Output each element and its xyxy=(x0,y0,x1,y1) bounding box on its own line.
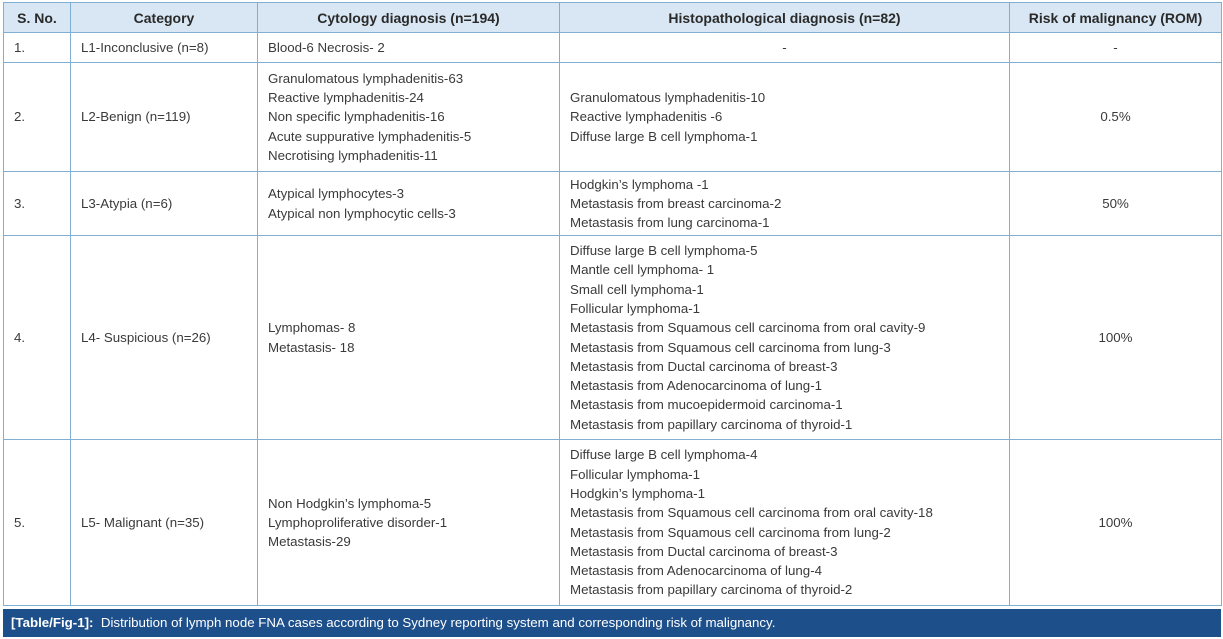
cell-cytology xyxy=(258,236,560,440)
cell-histopathology xyxy=(560,63,1010,172)
cell-rom: 100% xyxy=(1010,236,1222,440)
cell-category: L2-Benign (n=119) xyxy=(71,63,258,172)
histopathology-line: Diffuse large B cell lymphoma-1 xyxy=(570,128,758,144)
histopathology-line: Metastasis from Squamous cell carcinoma from lung-3 xyxy=(570,339,891,355)
histopathology-line: Metastasis from papillary carcinoma of thyroid-1 xyxy=(570,416,853,432)
cytology-line: Atypical lymphocytes-3 xyxy=(268,186,404,202)
cytology-line: Non Hodgkin’s lymphoma-5 xyxy=(268,495,432,511)
header-rom: Risk of malignancy (ROM) xyxy=(1010,3,1222,33)
header-category: Category xyxy=(71,3,258,33)
data-table xyxy=(3,2,1222,606)
histopathology-line: Hodgkin’s lymphoma -1 xyxy=(570,176,709,192)
histopathology-line: Mantle cell lymphoma- 1 xyxy=(570,262,715,278)
histopathology-line: Metastasis from breast carcinoma-2 xyxy=(570,195,782,211)
histopathology-line: Metastasis from Squamous cell carcinoma from lung-2 xyxy=(570,524,891,540)
histopathology-line: Metastasis from Squamous cell carcinoma from oral cavity-18 xyxy=(570,505,933,521)
histopathology-line: Metastasis from lung carcinoma-1 xyxy=(570,215,770,231)
cytology-line: Granulomatous lymphadenitis-63 xyxy=(268,70,464,86)
cytology-line: Non specific lymphadenitis-16 xyxy=(268,109,445,125)
header-row xyxy=(4,3,1222,33)
cytology-line: Metastasis-29 xyxy=(268,534,351,550)
cytology-line: Acute suppurative lymphadenitis-5 xyxy=(268,128,472,144)
table-row xyxy=(4,63,1222,172)
cell-cytology xyxy=(258,440,560,606)
cell-cytology xyxy=(258,172,560,236)
histopathology-line: Metastasis from Adenocarcinoma of lung-1 xyxy=(570,378,823,394)
cytology-line: Necrotising lymphadenitis-11 xyxy=(268,147,438,163)
cell-rom: 100% xyxy=(1010,440,1222,606)
cell-sno: 3. xyxy=(4,172,71,236)
histopathology-line: Metastasis from Squamous cell carcinoma from oral cavity-9 xyxy=(570,320,926,336)
cytology-line: Metastasis- 18 xyxy=(268,339,355,355)
histopathology-line: Metastasis from papillary carcinoma of thyroid-2 xyxy=(570,582,853,598)
cell-histopathology xyxy=(560,440,1010,606)
cytology-line: Blood-6 Necrosis- 2 xyxy=(268,39,385,55)
table-row xyxy=(4,33,1222,63)
header-histopathology: Histopathological diagnosis (n=82) xyxy=(560,3,1010,33)
histopathology-line: Diffuse large B cell lymphoma-4 xyxy=(570,447,758,463)
histopathology-line: Metastasis from Ductal carcinoma of breast-3 xyxy=(570,543,838,559)
histopathology-line: Hodgkin’s lymphoma-1 xyxy=(570,485,706,501)
cell-histopathology xyxy=(560,33,1010,63)
histopathology-line: - xyxy=(782,39,787,55)
cell-sno: 2. xyxy=(4,63,71,172)
cell-category: L1-Inconclusive (n=8) xyxy=(71,33,258,63)
cell-sno: 5. xyxy=(4,440,71,606)
cell-rom: - xyxy=(1010,33,1222,63)
caption-label: [Table/Fig-1]: xyxy=(11,615,94,630)
table-row xyxy=(4,440,1222,606)
cell-histopathology xyxy=(560,172,1010,236)
cell-category: L4- Suspicious (n=26) xyxy=(71,236,258,440)
cytology-line: Reactive lymphadenitis-24 xyxy=(268,90,424,106)
cell-rom: 0.5% xyxy=(1010,63,1222,172)
histopathology-line: Granulomatous lymphadenitis-10 xyxy=(570,90,766,106)
histopathology-line: Small cell lymphoma-1 xyxy=(570,281,704,297)
histopathology-line: Diffuse large B cell lymphoma-5 xyxy=(570,243,758,259)
cell-rom: 50% xyxy=(1010,172,1222,236)
histopathology-line: Metastasis from Adenocarcinoma of lung-4 xyxy=(570,563,823,579)
header-sno: S. No. xyxy=(4,3,71,33)
cytology-line: Lymphomas- 8 xyxy=(268,320,356,336)
table-caption xyxy=(3,609,1221,637)
cell-sno: 4. xyxy=(4,236,71,440)
cell-sno: 1. xyxy=(4,33,71,63)
histopathology-line: Reactive lymphadenitis -6 xyxy=(570,109,723,125)
cytology-line: Lymphoproliferative disorder-1 xyxy=(268,514,448,530)
histopathology-line: Follicular lymphoma-1 xyxy=(570,300,701,316)
cell-histopathology xyxy=(560,236,1010,440)
table-row xyxy=(4,172,1222,236)
cell-cytology xyxy=(258,63,560,172)
cell-category: L5- Malignant (n=35) xyxy=(71,440,258,606)
cell-category: L3-Atypia (n=6) xyxy=(71,172,258,236)
caption-text: Distribution of lymph node FNA cases according to Sydney reporting system and corresponding risk of malignancy. xyxy=(100,615,776,630)
cytology-line: Atypical non lymphocytic cells-3 xyxy=(268,205,456,221)
histopathology-line: Metastasis from mucoepidermoid carcinoma-1 xyxy=(570,397,843,413)
histopathology-line: Follicular lymphoma-1 xyxy=(570,466,701,482)
header-cytology: Cytology diagnosis (n=194) xyxy=(258,3,560,33)
table-row xyxy=(4,236,1222,440)
cell-cytology xyxy=(258,33,560,63)
histopathology-line: Metastasis from Ductal carcinoma of breast-3 xyxy=(570,358,838,374)
